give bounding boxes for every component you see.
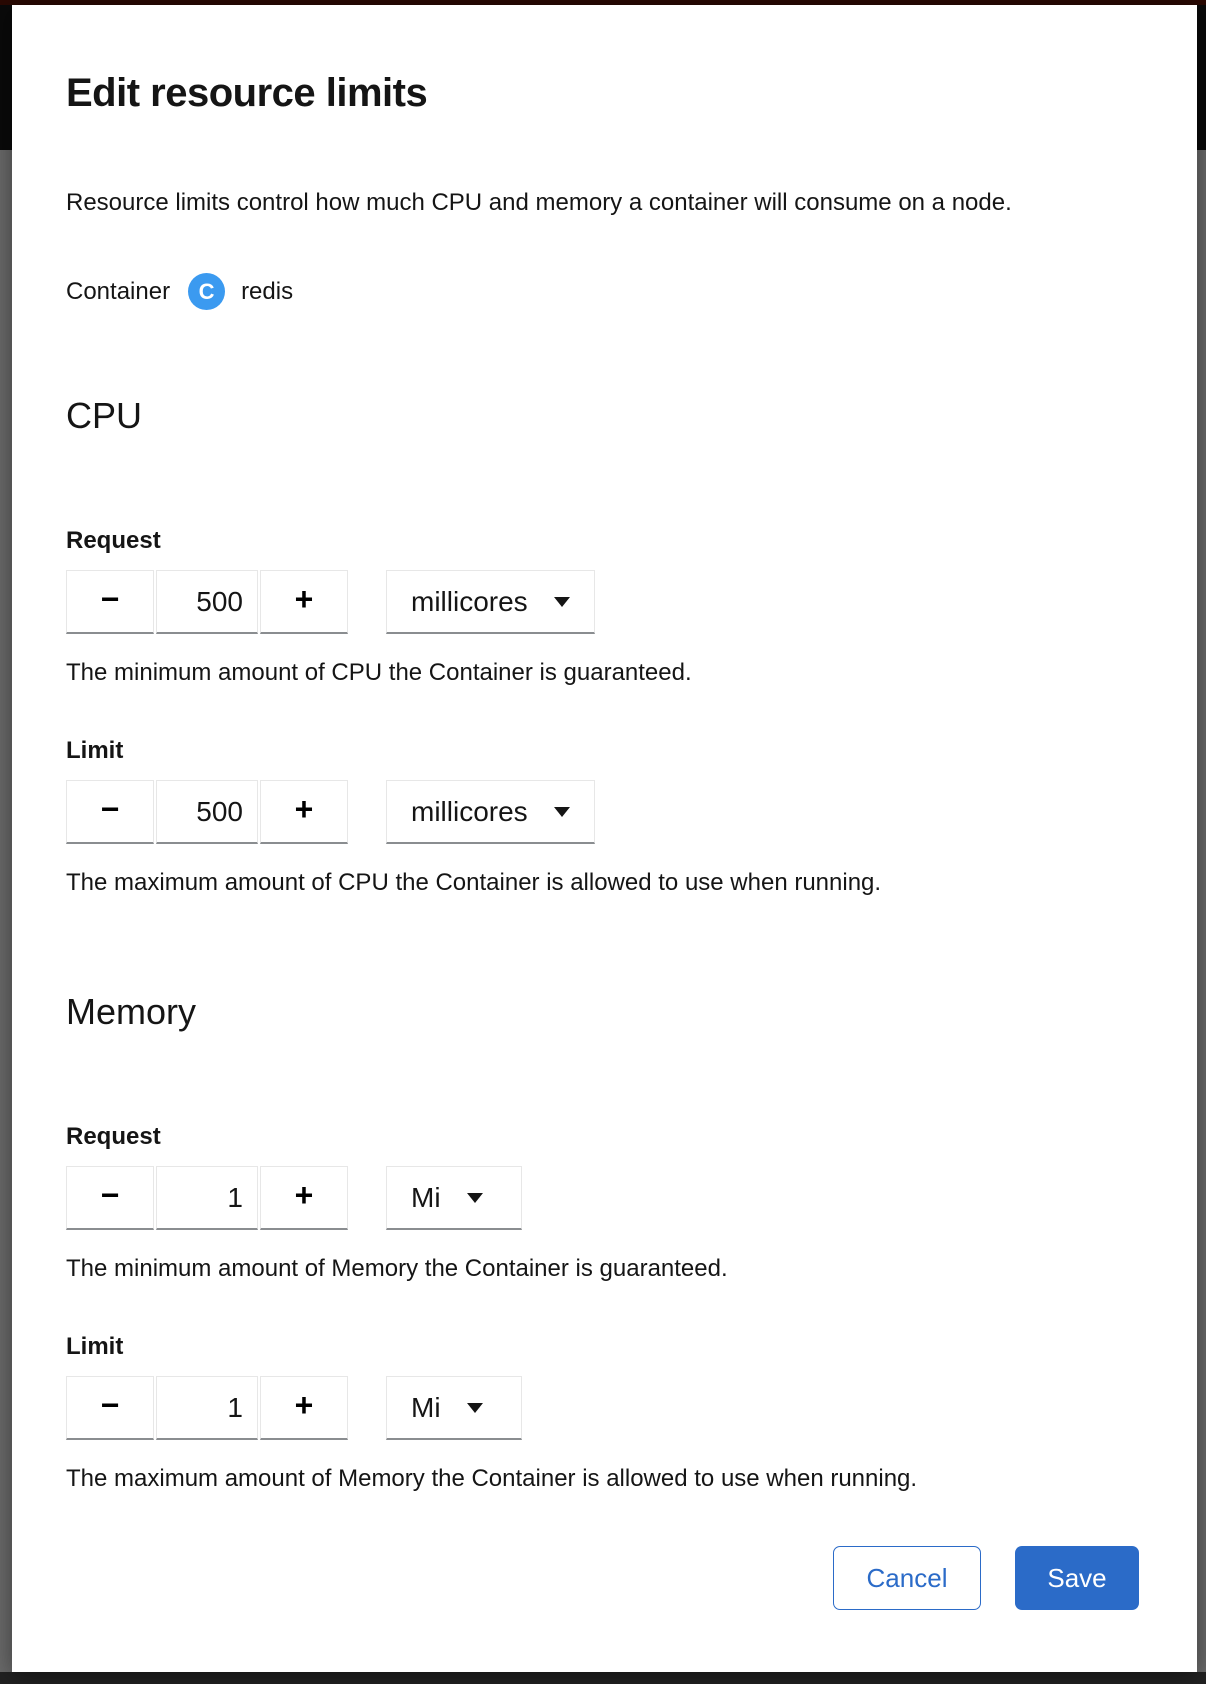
memory-limit-unit-dropdown[interactable]: [386, 1376, 522, 1440]
cpu-request-unit-dropdown[interactable]: [386, 570, 595, 634]
container-label: Container: [66, 277, 171, 305]
cpu-request-unit-value: millicores: [411, 585, 528, 617]
section-heading-cpu: CPU: [66, 395, 143, 436]
cpu-limit-plus-button[interactable]: +: [260, 780, 348, 844]
memory-request-help-text: The minimum amount of Memory the Container is guaranteed.: [66, 1255, 728, 1282]
cpu-request-input-row: [66, 570, 1141, 634]
memory-limit-input-row: [66, 1376, 1141, 1440]
modal-title: Edit resource limits: [66, 71, 428, 115]
memory-limit-unit-value: Mi: [411, 1391, 441, 1423]
memory-request-plus-button[interactable]: +: [260, 1166, 348, 1230]
cpu-request-label: Request: [66, 527, 161, 554]
cpu-request-minus-button[interactable]: −: [66, 570, 154, 634]
cpu-request-help-text: The minimum amount of CPU the Container is guaranteed.: [66, 659, 692, 686]
memory-request-unit-dropdown[interactable]: [386, 1166, 522, 1230]
chevron-down-icon: [467, 1193, 483, 1203]
cpu-limit-input-row: [66, 780, 1141, 844]
cpu-limit-value-input[interactable]: [156, 780, 258, 844]
cpu-limit-unit-dropdown[interactable]: [386, 780, 595, 844]
memory-request-label: Request: [66, 1123, 161, 1150]
modal-description: Resource limits control how much CPU and memory a container will consume on a node.: [66, 189, 1012, 216]
modal-actions: [66, 1546, 1141, 1610]
memory-limit-minus-button[interactable]: −: [66, 1376, 154, 1440]
memory-limit-number-input: [66, 1376, 348, 1440]
cpu-request-value-input[interactable]: [156, 570, 258, 634]
cpu-limit-minus-button[interactable]: −: [66, 780, 154, 844]
memory-request-input-row: [66, 1166, 1141, 1230]
container-badge-icon: C: [188, 273, 225, 310]
cpu-limit-help-text: The maximum amount of CPU the Container is allowed to use when running.: [66, 869, 882, 896]
chevron-down-icon: [554, 807, 570, 817]
memory-request-number-input: [66, 1166, 348, 1230]
memory-request-value-input[interactable]: [156, 1166, 258, 1230]
cancel-button[interactable]: Cancel: [833, 1546, 981, 1610]
edit-resource-limits-modal: [12, 5, 1197, 1672]
memory-limit-value-input[interactable]: [156, 1376, 258, 1440]
save-button[interactable]: Save: [1015, 1546, 1139, 1610]
memory-limit-label: Limit: [66, 1333, 124, 1360]
memory-request-minus-button[interactable]: −: [66, 1166, 154, 1230]
backdrop-bottom-strip: [0, 1672, 1206, 1684]
cpu-request-plus-button[interactable]: +: [260, 570, 348, 634]
cpu-limit-unit-value: millicores: [411, 795, 528, 827]
container-name: redis: [241, 277, 294, 305]
cpu-limit-label: Limit: [66, 737, 124, 764]
section-heading-memory: Memory: [66, 991, 197, 1032]
memory-limit-help-text: The maximum amount of Memory the Container is allowed to use when running.: [66, 1465, 918, 1492]
chevron-down-icon: [554, 597, 570, 607]
cpu-request-number-input: [66, 570, 348, 634]
chevron-down-icon: [467, 1403, 483, 1413]
cpu-limit-number-input: [66, 780, 348, 844]
memory-limit-plus-button[interactable]: +: [260, 1376, 348, 1440]
container-row: [66, 273, 1141, 310]
memory-request-unit-value: Mi: [411, 1181, 441, 1213]
